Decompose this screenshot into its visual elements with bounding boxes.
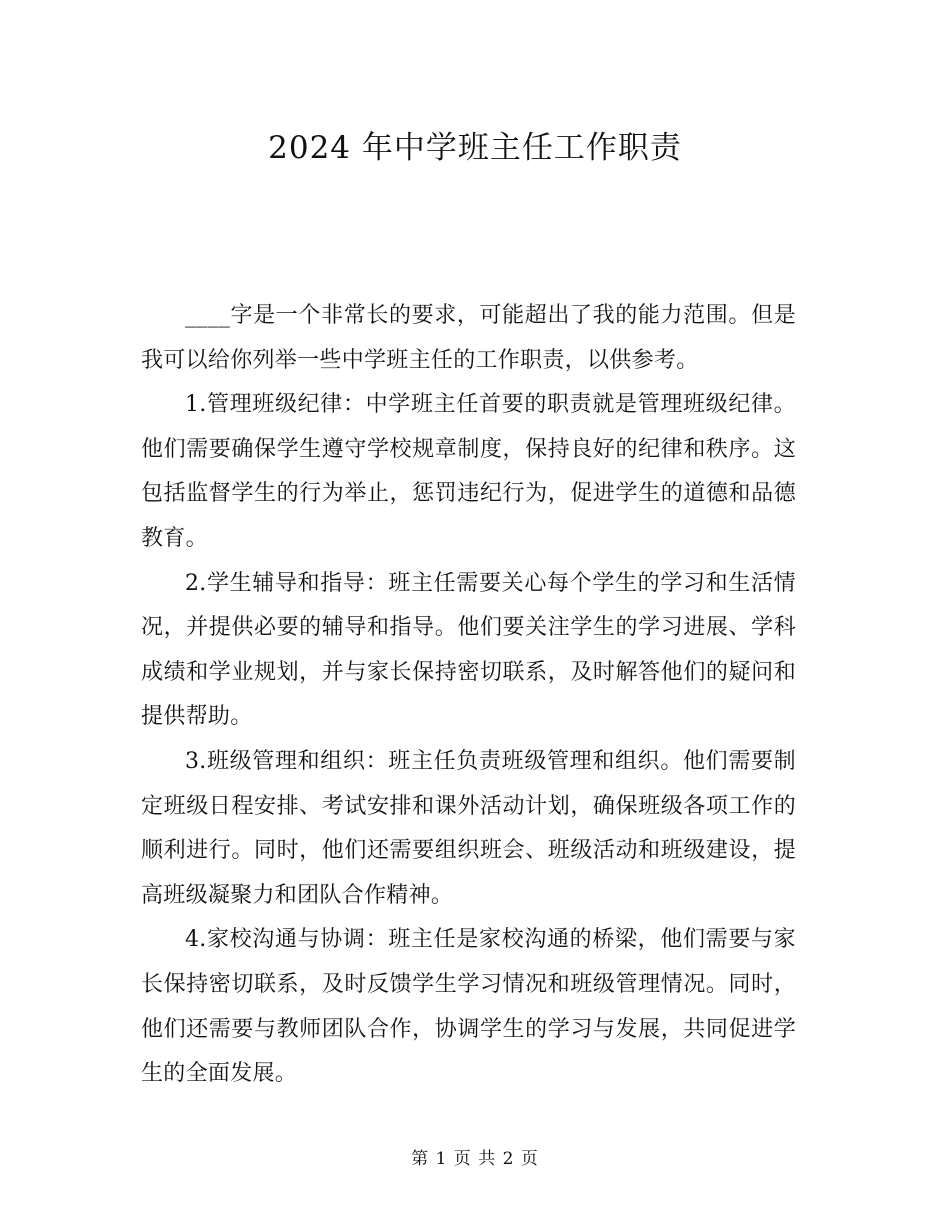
paragraph-item-3: 3.班级管理和组织：班主任负责班级管理和组织。他们需要制定班级日程安排、考试安排和课外活动计划，确保班级各项工作的顺利进行。同时，他们还需要组织班会、班级活动和班级建设，提高班级凝聚力和团队合作精神。 — [141, 748, 796, 908]
paragraph-intro: ____字是一个非常长的要求，可能超出了我的能力范围。但是我可以给你列举一些中学班主任的工作职责，以供参考。 — [141, 303, 796, 373]
paragraph-item-4: 4.家校沟通与协调：班主任是家校沟通的桥梁，他们需要与家长保持密切联系，及时反馈学生学习情况和班级管理情况。同时，他们还需要与教师团队合作，协调学生的学习与发展，共同促进学生的全面发展。 — [141, 927, 796, 1087]
paragraph-item-1: 1.管理班级纪律：中学班主任首要的职责就是管理班级纪律。他们需要确保学生遵守学校规章制度，保持良好的纪律和秩序。这包括监督学生的行为举止，惩罚违纪行为，促进学生的道德和品德教育。 — [141, 392, 796, 551]
paragraph-item-2: 2.学生辅导和指导：班主任需要关心每个学生的学习和生活情况，并提供必要的辅导和指导。他们要关注学生的学习进展、学科成绩和学业规划，并与家长保持密切联系，及时解答他们的疑问和提供帮助。 — [141, 570, 796, 730]
document-title: 2024 年中学班主任工作职责 — [268, 130, 682, 166]
page-number-footer: 第 1 页 共 2 页 — [411, 1149, 539, 1169]
document-body — [141, 294, 796, 1097]
